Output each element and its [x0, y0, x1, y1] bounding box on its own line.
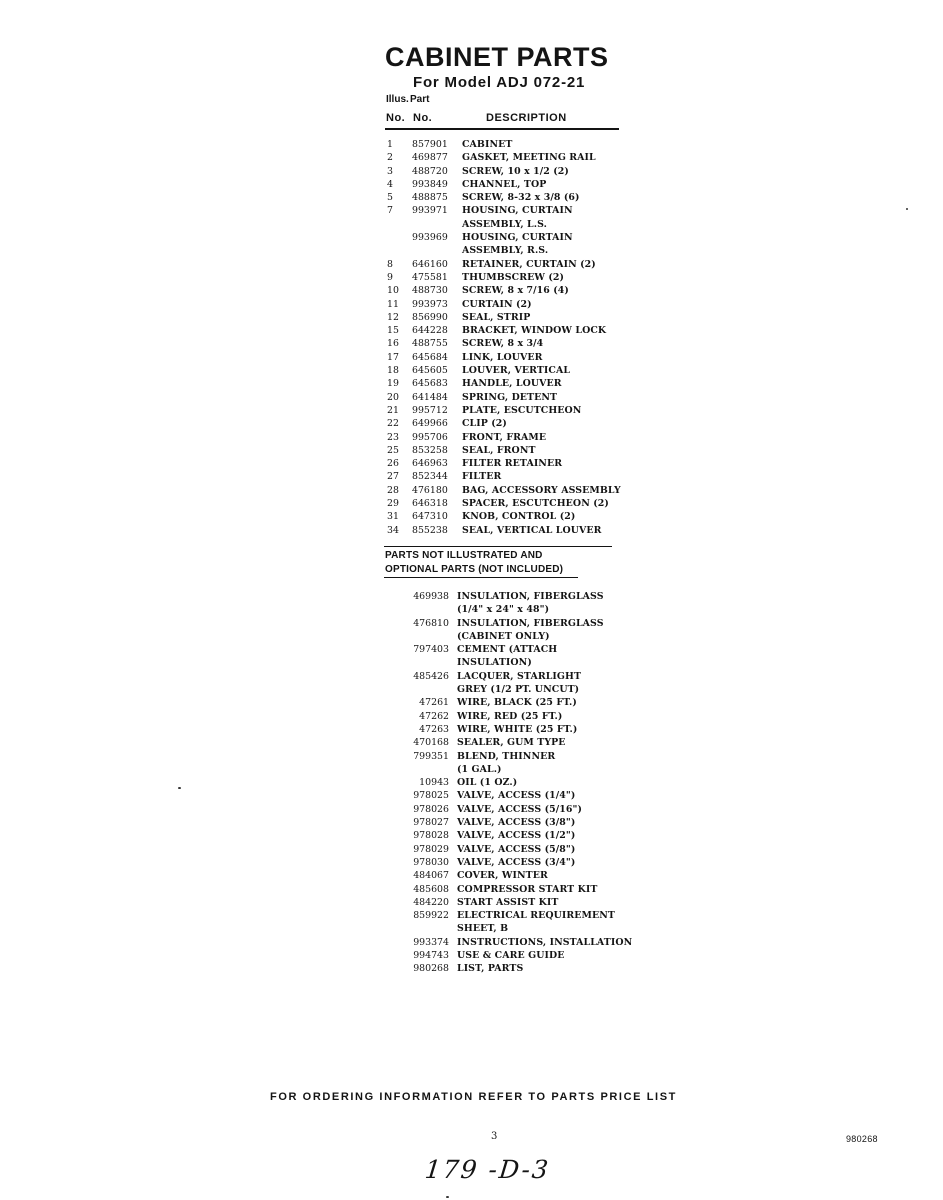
illus-number: 22	[387, 418, 399, 430]
part-description: SEAL, STRIP	[462, 311, 531, 323]
part-number: 641484	[412, 391, 448, 403]
list-item	[387, 377, 667, 390]
part-number: 859922	[413, 910, 449, 922]
illus-number: 34	[387, 524, 399, 536]
list-item	[405, 723, 705, 736]
list-item	[405, 896, 705, 909]
list-item	[387, 351, 667, 364]
part-number: 993374	[413, 936, 449, 948]
illus-number: 25	[387, 444, 399, 456]
document-code: 980268	[846, 1134, 878, 1144]
part-number: 649966	[412, 418, 448, 430]
part-description: ASSEMBLY, L.S.	[462, 218, 548, 230]
part-description: CABINET	[462, 139, 513, 150]
part-description: GASKET, MEETING RAIL	[462, 152, 596, 164]
list-item	[387, 524, 667, 537]
part-number: 644228	[412, 325, 448, 337]
list-item	[387, 138, 667, 151]
part-number: 484220	[413, 896, 449, 908]
illus-number: 7	[387, 205, 393, 217]
part-description: INSULATION)	[457, 657, 532, 669]
header-part-label: Part	[410, 94, 430, 105]
part-number: 470168	[413, 737, 449, 749]
list-item	[405, 670, 705, 683]
part-number: 978025	[413, 790, 449, 802]
part-description: VALVE, ACCESS (1/2")	[457, 830, 576, 842]
illus-number: 31	[387, 511, 399, 523]
list-item	[405, 763, 705, 776]
part-number: 476810	[413, 617, 449, 629]
part-description: WIRE, BLACK (25 FT.)	[457, 697, 577, 709]
part-number: 469938	[413, 591, 449, 602]
part-number: 488720	[412, 165, 448, 177]
part-description: BRACKET, WINDOW LOCK	[462, 325, 607, 337]
list-item	[405, 949, 705, 962]
list-item	[387, 218, 667, 231]
part-description: VALVE, ACCESS (3/8")	[457, 817, 576, 829]
illus-number: 12	[387, 311, 399, 323]
part-description: VALVE, ACCESS (3/4")	[457, 856, 576, 868]
list-item	[405, 643, 705, 656]
page-number: 3	[491, 1131, 498, 1142]
part-description: (1/4" x 24" x 48")	[457, 604, 550, 616]
part-description: SCREW, 8 x 3/4	[462, 338, 544, 350]
illus-number: 10	[387, 285, 399, 297]
list-item	[405, 936, 705, 949]
part-description: SHEET, B	[457, 923, 509, 935]
list-item	[387, 470, 667, 483]
model-subtitle: For Model ADJ 072-21	[413, 74, 586, 91]
part-description: FILTER RETAINER	[462, 458, 563, 470]
part-description: OIL (1 OZ.)	[457, 777, 518, 789]
part-number: 645684	[412, 351, 448, 363]
list-item	[405, 683, 705, 696]
list-item	[405, 816, 705, 829]
part-number: 485426	[413, 670, 449, 682]
part-description: INSULATION, FIBERGLASS	[457, 617, 604, 629]
list-item	[387, 324, 667, 337]
illus-number: 9	[387, 271, 393, 283]
scan-speck	[446, 1196, 449, 1198]
list-item	[387, 497, 667, 510]
optional-header-line2: OPTIONAL PARTS (NOT INCLUDED)	[385, 564, 564, 575]
part-description: COMPRESSOR START KIT	[457, 883, 598, 895]
list-item	[387, 284, 667, 297]
part-description: INSULATION, FIBERGLASS	[457, 591, 604, 602]
list-item	[387, 391, 667, 404]
header-divider	[385, 128, 619, 130]
part-number: 488730	[412, 285, 448, 297]
list-item	[405, 856, 705, 869]
illus-number: 28	[387, 484, 399, 496]
list-item	[387, 311, 667, 324]
part-number: 469877	[412, 152, 448, 164]
list-item	[387, 484, 667, 497]
part-description: SPACER, ESCUTCHEON (2)	[462, 498, 609, 510]
part-description: HANDLE, LOUVER	[462, 378, 562, 390]
part-number: 993849	[412, 178, 448, 190]
part-number: 993971	[412, 205, 448, 217]
part-number: 488755	[412, 338, 448, 350]
part-number: 797403	[413, 644, 449, 656]
list-item	[387, 444, 667, 457]
illus-number: 18	[387, 365, 399, 377]
part-number: 994743	[413, 950, 449, 962]
list-item	[387, 258, 667, 271]
optional-parts-list	[405, 590, 705, 976]
list-item	[405, 603, 705, 616]
part-number: 47261	[419, 697, 449, 709]
illus-number: 11	[387, 298, 399, 310]
illus-number: 19	[387, 378, 399, 390]
part-number: 978028	[413, 830, 449, 842]
part-number: 646318	[412, 498, 448, 510]
part-description: VALVE, ACCESS (1/4")	[457, 790, 576, 802]
part-number: 475581	[412, 271, 448, 283]
part-description: BAG, ACCESSORY ASSEMBLY	[462, 484, 621, 496]
part-number: 47262	[419, 710, 449, 722]
part-description: SEAL, VERTICAL LOUVER	[462, 524, 602, 536]
list-item	[405, 962, 705, 975]
part-number: 855238	[412, 524, 448, 536]
part-description: THUMBSCREW (2)	[462, 271, 565, 283]
list-item	[405, 776, 705, 789]
list-item	[405, 869, 705, 882]
illus-number: 29	[387, 498, 399, 510]
optional-parts-header	[385, 549, 563, 577]
illus-number: 5	[387, 192, 393, 204]
part-description: FILTER	[462, 471, 502, 483]
part-number: 978030	[413, 856, 449, 868]
list-item	[405, 617, 705, 630]
part-number: 978027	[413, 817, 449, 829]
part-description: USE & CARE GUIDE	[457, 950, 565, 962]
part-description: WIRE, WHITE (25 FT.)	[457, 723, 578, 735]
part-number: 978029	[413, 843, 449, 855]
list-item	[387, 271, 667, 284]
part-number: 476180	[412, 484, 448, 496]
list-item	[405, 843, 705, 856]
illus-number: 2	[387, 152, 393, 164]
header-part-no-label: No.	[413, 112, 433, 124]
list-item	[387, 510, 667, 523]
part-number: 10943	[419, 777, 449, 789]
list-item	[387, 457, 667, 470]
part-number: 488875	[412, 192, 448, 204]
part-number: 799351	[413, 750, 449, 762]
list-item	[405, 710, 705, 723]
list-item	[405, 696, 705, 709]
list-item	[405, 789, 705, 802]
part-description: RETAINER, CURTAIN (2)	[462, 258, 596, 270]
part-description: CHANNEL, TOP	[462, 178, 547, 190]
list-item	[387, 404, 667, 417]
illus-number: 27	[387, 471, 399, 483]
header-description-label: DESCRIPTION	[486, 112, 567, 124]
part-number: 993973	[412, 298, 448, 310]
part-number: 853258	[412, 444, 448, 456]
optional-section-divider	[384, 546, 612, 547]
part-number: 993969	[412, 232, 448, 244]
list-item	[387, 337, 667, 350]
part-description: LIST, PARTS	[457, 963, 524, 975]
part-number: 647310	[412, 511, 448, 523]
illus-number: 8	[387, 258, 393, 270]
part-description: CURTAIN (2)	[462, 298, 532, 310]
list-item	[387, 165, 667, 178]
part-number: 646963	[412, 458, 448, 470]
list-item	[387, 231, 667, 244]
part-description: SCREW, 10 x 1/2 (2)	[462, 165, 569, 177]
part-number: 645683	[412, 378, 448, 390]
part-description: CEMENT (ATTACH	[457, 644, 558, 656]
part-description: PLATE, ESCUTCHEON	[462, 404, 582, 416]
illus-number: 23	[387, 431, 399, 443]
part-description: GREY (1/2 PT. UNCUT)	[457, 684, 580, 696]
part-number: 995706	[412, 431, 448, 443]
list-item	[405, 909, 705, 922]
part-number: 856990	[412, 311, 448, 323]
list-item	[387, 244, 667, 257]
optional-header-underline	[384, 577, 578, 578]
part-number: 980268	[413, 963, 449, 975]
part-description: SEAL, FRONT	[462, 444, 536, 456]
page-title: CABINET PARTS	[385, 42, 609, 72]
part-description: LOUVER, VERTICAL	[462, 365, 571, 377]
part-description: SEALER, GUM TYPE	[457, 737, 566, 749]
list-item	[387, 298, 667, 311]
scan-speck	[178, 787, 181, 789]
part-number: 852344	[412, 471, 448, 483]
part-number: 646160	[412, 258, 448, 270]
part-number: 47263	[419, 723, 449, 735]
header-illus-label: Illus.	[386, 94, 409, 105]
part-number: 645605	[412, 365, 448, 377]
ordering-info-note: FOR ORDERING INFORMATION REFER TO PARTS PRICE LIST	[270, 1091, 677, 1103]
handwritten-code: 179 -D-3	[423, 1155, 552, 1184]
illus-number: 3	[387, 165, 393, 177]
part-number: 978026	[413, 803, 449, 815]
illus-number: 16	[387, 338, 399, 350]
part-description: CLIP (2)	[462, 418, 507, 430]
illus-number: 15	[387, 325, 399, 337]
list-item	[387, 431, 667, 444]
part-description: SPRING, DETENT	[462, 391, 558, 403]
optional-header-line1: PARTS NOT ILLUSTRATED AND	[385, 550, 543, 561]
part-number: 995712	[412, 404, 448, 416]
part-description: VALVE, ACCESS (5/16")	[457, 803, 583, 815]
part-description: KNOB, CONTROL (2)	[462, 511, 576, 523]
part-number: 485608	[413, 883, 449, 895]
list-item	[405, 656, 705, 669]
part-description: ASSEMBLY, R.S.	[462, 245, 549, 257]
part-description: SCREW, 8 x 7/16 (4)	[462, 285, 569, 297]
list-item	[387, 151, 667, 164]
list-item	[405, 829, 705, 842]
part-description: LACQUER, STARLIGHT	[457, 670, 582, 682]
list-item	[405, 590, 705, 603]
list-item	[405, 750, 705, 763]
part-description: (CABINET ONLY)	[457, 630, 550, 642]
list-item	[387, 417, 667, 430]
list-item	[405, 803, 705, 816]
list-item	[387, 191, 667, 204]
header-illus-no-label: No.	[386, 112, 406, 124]
illus-number: 26	[387, 458, 399, 470]
part-description: START ASSIST KIT	[457, 896, 559, 908]
illus-number: 17	[387, 351, 399, 363]
illus-number: 4	[387, 178, 393, 190]
part-description: WIRE, RED (25 FT.)	[457, 710, 563, 722]
part-description: INSTRUCTIONS, INSTALLATION	[457, 936, 633, 948]
part-number: 484067	[413, 870, 449, 882]
part-description: FRONT, FRAME	[462, 431, 547, 443]
list-item	[387, 204, 667, 217]
list-item	[387, 364, 667, 377]
list-item	[405, 736, 705, 749]
part-description: BLEND, THINNER	[457, 750, 556, 762]
part-description: COVER, WINTER	[457, 870, 548, 882]
part-description: HOUSING, CURTAIN	[462, 232, 573, 244]
part-description: SCREW, 8-32 x 3/8 (6)	[462, 192, 580, 204]
part-number: 857901	[412, 139, 448, 150]
part-description: VALVE, ACCESS (5/8")	[457, 843, 576, 855]
part-description: ELECTRICAL REQUIREMENT	[457, 910, 615, 922]
list-item	[387, 178, 667, 191]
illus-number: 21	[387, 404, 399, 416]
scan-speck	[906, 208, 908, 210]
list-item	[405, 922, 705, 935]
list-item	[405, 883, 705, 896]
parts-list	[387, 138, 667, 537]
part-description: HOUSING, CURTAIN	[462, 205, 573, 217]
part-description: (1 GAL.)	[457, 763, 502, 775]
illus-number: 1	[387, 139, 393, 150]
illus-number: 20	[387, 391, 399, 403]
list-item	[405, 630, 705, 643]
part-description: LINK, LOUVER	[462, 351, 543, 363]
